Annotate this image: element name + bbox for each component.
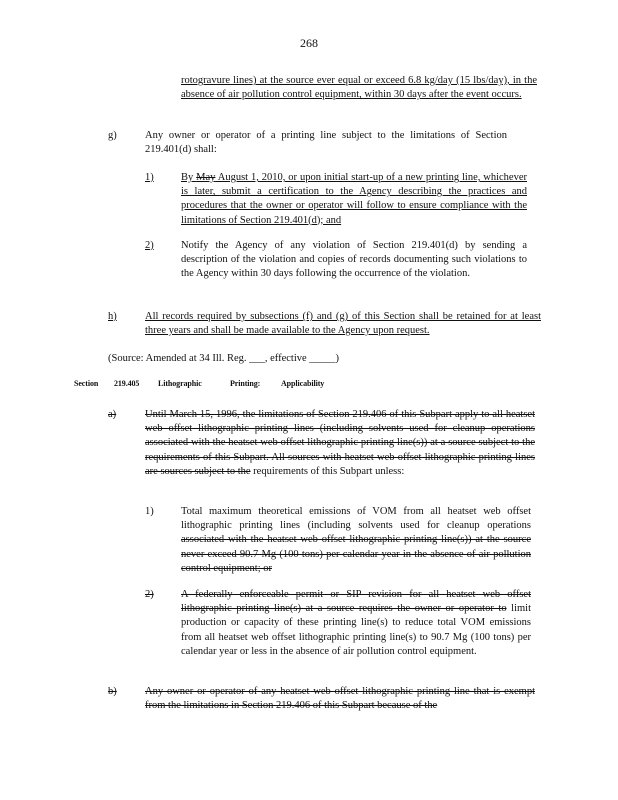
item-g1-text — [181, 171, 527, 228]
section-title-1: Lithographic — [158, 379, 202, 388]
subsection-a-plain: requirements of this Subpart unless: — [250, 465, 405, 477]
item-a1-text — [181, 505, 531, 576]
item-a1-struck: associated with the heatset web offset lithographic printing line(s)) at the source never exceed 90.7 Mg (100 tons) per calendar year in the absence of air pollution control equipment; or — [181, 534, 531, 574]
section-number: 219.405 — [114, 379, 140, 388]
item-a2-struck: A federally enforceable permit or SIP revision for all heatset web offset lithographic printing line(s) at a source requires the owner or operator to — [181, 589, 531, 615]
item-g1-added: August 1, 2010, or upon initial start-up of a new printing line, whichever is later, submit a certification to the Agency describing the practices and procedures that the owner or operator will follow to ensure compliance with the limitations of Section 219.401(d); and — [181, 172, 527, 226]
item-g1-label: 1) — [145, 172, 154, 183]
section-word: Section — [74, 379, 99, 388]
page-number: 268 — [300, 36, 318, 50]
item-a2-plain: limit production or capacity of these printing line(s) to reduce total VOM emissions from all heatset web offset lithographic printing line(s) to 90.7 Mg (100 tons) per calendar year or less in the absence of air pollution control equipment. — [181, 603, 531, 657]
intro-continuation: rotogravure lines) at the source ever equal or exceed 6.8 kg/day (15 lbs/day), in the absence of air pollution control equipment, within 30 days after the event occurs. — [181, 75, 537, 101]
item-a2-label: 2) — [145, 589, 154, 600]
subsection-h-text: All records required by subsections (f) and (g) of this Section shall be retained for at least three years and shall be made available to the Agency upon request. — [145, 311, 541, 337]
item-g1-deleted: May — [196, 172, 216, 183]
subsection-g-label: g) — [108, 130, 117, 141]
item-g1-by: By — [181, 172, 197, 183]
subsection-a-label: a) — [108, 409, 117, 420]
section-title-2: Printing: — [230, 379, 261, 388]
item-g2-text: Notify the Agency of any violation of Section 219.401(d) by sending a description of the violation and copies of records documenting such violations to the Agency within 30 days following the occurrence of the violation. — [181, 240, 527, 280]
subsection-h-label: h) — [108, 311, 117, 322]
subsection-a-text — [145, 408, 535, 479]
subsection-b-label: b) — [108, 686, 117, 697]
item-a2-text — [181, 588, 531, 659]
item-a1-plain: Total maximum theoretical emissions of VOM from all heatset web offset lithographic printing lines (including solvents used for cleanup operations — [181, 506, 531, 532]
item-g2-label: 2) — [145, 240, 154, 251]
subsection-b-text: Any owner or operator of any heatset web offset lithographic printing line that is exempt from the limitations in Section 219.406 of this Subpart because of the — [145, 686, 535, 712]
section-title-3: Applicability — [281, 379, 325, 388]
item-a1-label: 1) — [145, 506, 154, 517]
source-note: (Source: Amended at 34 Ill. Reg. ___, effective _____) — [108, 353, 340, 364]
subsection-g-text: Any owner or operator of a printing line subject to the limitations of Section 219.401(d) shall: — [145, 130, 507, 156]
subsection-a-struck: Until March 15, 1996, the limitations of Section 219.406 of this Subpart apply to all heatset web offset lithographic printing lines (including solvents used for cleanup operations associated with the heatset web offset lithographic printing line(s)) at a source subject to the requirements of this Subpart. All sources with heatset web offset lithographic printing lines are sources subject to the — [145, 409, 535, 477]
